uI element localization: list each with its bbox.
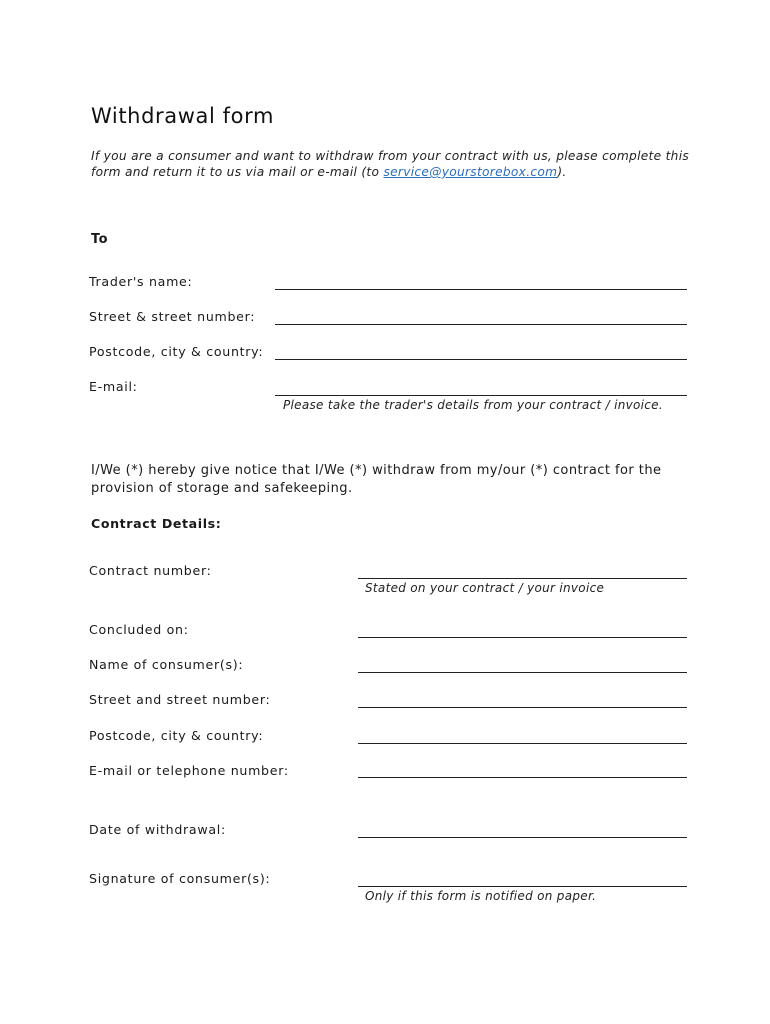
trader-street-field[interactable] <box>275 324 687 325</box>
concluded-on-field[interactable] <box>358 637 687 638</box>
consumer-street-label: Street and street number: <box>89 692 271 707</box>
trader-details-hint: Please take the trader's details from your contract / invoice. <box>283 398 663 412</box>
contract-details-heading: Contract Details: <box>91 516 222 531</box>
consumer-street-field[interactable] <box>358 707 687 708</box>
signature-label: Signature of consumer(s): <box>89 871 271 886</box>
signature-field[interactable] <box>358 886 687 887</box>
trader-postcode-label: Postcode, city & country: <box>89 344 264 359</box>
consumer-name-field[interactable] <box>358 672 687 673</box>
to-heading: To <box>91 232 109 247</box>
traders-name-field[interactable] <box>275 289 687 290</box>
contract-number-label: Contract number: <box>89 563 212 578</box>
traders-name-label: Trader's name: <box>89 274 193 289</box>
service-email-link[interactable]: service@yourstorebox.com <box>383 165 558 179</box>
trader-email-field[interactable] <box>275 395 687 396</box>
consumer-name-label: Name of consumer(s): <box>89 657 244 672</box>
consumer-contact-label: E-mail or telephone number: <box>89 763 289 778</box>
contract-number-hint: Stated on your contract / your invoice <box>365 581 605 595</box>
trader-email-label: E-mail: <box>89 379 138 394</box>
intro-text-after: ). <box>557 165 567 179</box>
withdrawal-notice: I/We (*) hereby give notice that I/We (*) withdraw from my/our (*) contract for the provision of storage and safekeeping. <box>91 463 662 496</box>
form-title: Withdrawal form <box>91 104 275 128</box>
intro-text <box>91 148 691 180</box>
trader-postcode-field[interactable] <box>275 359 687 360</box>
consumer-postcode-field[interactable] <box>358 743 687 744</box>
intro-text-before: If you are a consumer and want to withdraw from your contract with us, please complete this form and return it to us via mail or e-mail (to <box>91 149 690 179</box>
concluded-on-label: Concluded on: <box>89 622 189 637</box>
signature-hint: Only if this form is notified on paper. <box>365 889 597 903</box>
consumer-postcode-label: Postcode, city & country: <box>89 728 264 743</box>
trader-street-label: Street & street number: <box>89 309 256 324</box>
contract-number-field[interactable] <box>358 578 687 579</box>
consumer-contact-field[interactable] <box>358 777 687 778</box>
withdrawal-date-field[interactable] <box>358 837 687 838</box>
withdrawal-date-label: Date of withdrawal: <box>89 822 226 837</box>
